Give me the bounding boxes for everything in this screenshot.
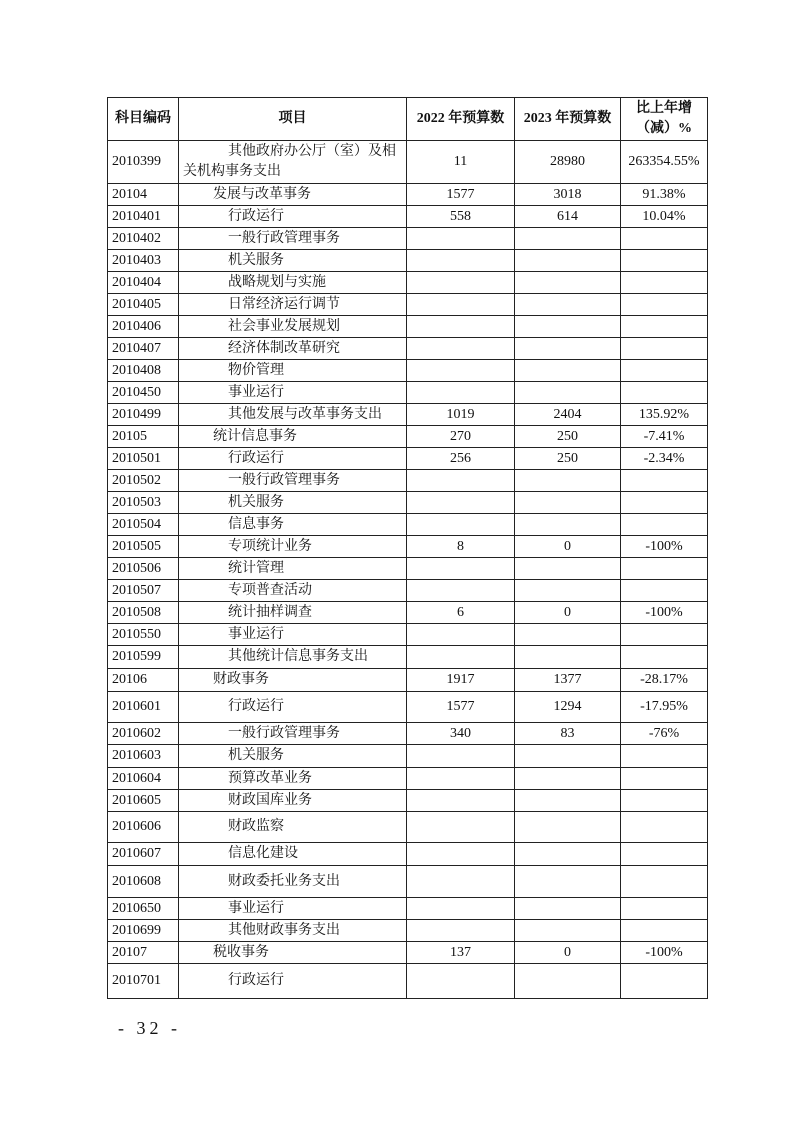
row-item: 信息事务 <box>179 514 407 536</box>
table-row <box>108 580 708 602</box>
row-2023 <box>515 382 621 404</box>
row-item: 税收事务 <box>179 942 407 964</box>
row-2022 <box>407 558 515 580</box>
row-2023: 0 <box>515 942 621 964</box>
row-2023 <box>515 250 621 272</box>
row-code: 2010499 <box>108 404 179 426</box>
table-row <box>108 404 708 426</box>
row-2022: 1577 <box>407 184 515 206</box>
row-change <box>621 514 708 536</box>
table-row <box>108 692 708 723</box>
row-item: 其他政府办公厅（室）及相关机构事务支出 <box>179 141 407 184</box>
table-row <box>108 470 708 492</box>
row-2022 <box>407 294 515 316</box>
row-2023 <box>515 964 621 999</box>
row-item: 行政运行 <box>179 448 407 470</box>
row-code: 2010402 <box>108 228 179 250</box>
row-2023 <box>515 790 621 812</box>
table-row <box>108 558 708 580</box>
table-row <box>108 448 708 470</box>
row-2022 <box>407 514 515 536</box>
row-code: 2010503 <box>108 492 179 514</box>
row-2023 <box>515 624 621 646</box>
row-change <box>621 360 708 382</box>
row-change <box>621 964 708 999</box>
row-2022 <box>407 382 515 404</box>
row-2022 <box>407 338 515 360</box>
row-code: 2010401 <box>108 206 179 228</box>
row-change <box>621 580 708 602</box>
page-number: - 32 - <box>118 1018 181 1038</box>
row-code: 2010550 <box>108 624 179 646</box>
table-row <box>108 843 708 866</box>
row-change <box>621 812 708 843</box>
row-2022 <box>407 745 515 768</box>
row-item: 事业运行 <box>179 624 407 646</box>
row-2023 <box>515 843 621 866</box>
row-2022: 256 <box>407 448 515 470</box>
table-row <box>108 745 708 768</box>
row-code: 2010502 <box>108 470 179 492</box>
row-item: 社会事业发展规划 <box>179 316 407 338</box>
row-2023 <box>515 470 621 492</box>
row-item: 行政运行 <box>179 692 407 723</box>
row-2023: 3018 <box>515 184 621 206</box>
row-2022 <box>407 898 515 920</box>
row-code: 20105 <box>108 426 179 448</box>
row-item: 专项普查活动 <box>179 580 407 602</box>
row-change <box>621 843 708 866</box>
row-item: 日常经济运行调节 <box>179 294 407 316</box>
row-item: 财政国库业务 <box>179 790 407 812</box>
row-item: 一般行政管理事务 <box>179 470 407 492</box>
row-item: 发展与改革事务 <box>179 184 407 206</box>
table-row <box>108 141 708 184</box>
row-2023 <box>515 812 621 843</box>
row-item: 机关服务 <box>179 745 407 768</box>
row-item: 一般行政管理事务 <box>179 228 407 250</box>
row-2022 <box>407 492 515 514</box>
row-2022 <box>407 272 515 294</box>
header-2023: 2023 年预算数 <box>515 98 621 141</box>
table-row <box>108 536 708 558</box>
row-2023 <box>515 580 621 602</box>
row-change <box>621 745 708 768</box>
row-code: 2010450 <box>108 382 179 404</box>
row-2022: 6 <box>407 602 515 624</box>
row-2023: 0 <box>515 602 621 624</box>
row-item: 一般行政管理事务 <box>179 723 407 745</box>
row-item: 财政事务 <box>179 669 407 692</box>
row-2023 <box>515 360 621 382</box>
row-2023 <box>515 316 621 338</box>
row-code: 2010505 <box>108 536 179 558</box>
row-code: 2010399 <box>108 141 179 184</box>
row-change: -2.34% <box>621 448 708 470</box>
row-change: -76% <box>621 723 708 745</box>
row-2023: 1377 <box>515 669 621 692</box>
row-2023 <box>515 272 621 294</box>
row-2022 <box>407 843 515 866</box>
table-row <box>108 920 708 942</box>
row-item: 机关服务 <box>179 492 407 514</box>
row-change: -7.41% <box>621 426 708 448</box>
row-change: -100% <box>621 536 708 558</box>
row-change: -100% <box>621 602 708 624</box>
row-2023 <box>515 920 621 942</box>
header-change: 比上年增（减）% <box>621 98 708 141</box>
row-item: 行政运行 <box>179 964 407 999</box>
row-change <box>621 624 708 646</box>
row-change: 135.92% <box>621 404 708 426</box>
table-row <box>108 184 708 206</box>
row-change <box>621 294 708 316</box>
row-2023: 1294 <box>515 692 621 723</box>
row-code: 2010599 <box>108 646 179 669</box>
row-code: 2010603 <box>108 745 179 768</box>
row-change: 10.04% <box>621 206 708 228</box>
row-2022: 340 <box>407 723 515 745</box>
row-code: 20107 <box>108 942 179 964</box>
row-2022 <box>407 812 515 843</box>
row-2022 <box>407 470 515 492</box>
row-code: 2010602 <box>108 723 179 745</box>
row-item: 经济体制改革研究 <box>179 338 407 360</box>
table-row <box>108 942 708 964</box>
header-2022: 2022 年预算数 <box>407 98 515 141</box>
row-change <box>621 316 708 338</box>
table-row <box>108 492 708 514</box>
row-code: 2010405 <box>108 294 179 316</box>
row-2023 <box>515 745 621 768</box>
row-code: 2010650 <box>108 898 179 920</box>
row-code: 2010408 <box>108 360 179 382</box>
row-2022: 1019 <box>407 404 515 426</box>
row-2022: 1577 <box>407 692 515 723</box>
row-2022: 270 <box>407 426 515 448</box>
row-change: -28.17% <box>621 669 708 692</box>
row-item: 机关服务 <box>179 250 407 272</box>
row-2023 <box>515 866 621 898</box>
row-item: 专项统计业务 <box>179 536 407 558</box>
table-row <box>108 898 708 920</box>
row-2023: 83 <box>515 723 621 745</box>
row-2022: 11 <box>407 141 515 184</box>
row-change <box>621 790 708 812</box>
table-row <box>108 624 708 646</box>
row-code: 2010506 <box>108 558 179 580</box>
row-code: 20106 <box>108 669 179 692</box>
row-2023 <box>515 898 621 920</box>
table-row <box>108 316 708 338</box>
row-code: 2010608 <box>108 866 179 898</box>
row-change: 263354.55% <box>621 141 708 184</box>
row-2023 <box>515 558 621 580</box>
row-item: 财政委托业务支出 <box>179 866 407 898</box>
row-2022 <box>407 360 515 382</box>
table-row <box>108 426 708 448</box>
row-2023: 28980 <box>515 141 621 184</box>
row-code: 2010403 <box>108 250 179 272</box>
row-change <box>621 470 708 492</box>
row-2022: 558 <box>407 206 515 228</box>
row-2022 <box>407 646 515 669</box>
row-item: 其他发展与改革事务支出 <box>179 404 407 426</box>
row-code: 2010404 <box>108 272 179 294</box>
row-2022 <box>407 866 515 898</box>
row-item: 物价管理 <box>179 360 407 382</box>
table-row <box>108 206 708 228</box>
header-item: 项目 <box>179 98 407 141</box>
row-change <box>621 866 708 898</box>
row-change: -17.95% <box>621 692 708 723</box>
row-item: 事业运行 <box>179 382 407 404</box>
table-row <box>108 382 708 404</box>
row-2023 <box>515 228 621 250</box>
row-2023 <box>515 514 621 536</box>
row-change <box>621 920 708 942</box>
row-code: 2010508 <box>108 602 179 624</box>
row-2023 <box>515 768 621 790</box>
row-code: 2010699 <box>108 920 179 942</box>
row-2023: 250 <box>515 426 621 448</box>
row-code: 2010607 <box>108 843 179 866</box>
row-2023 <box>515 646 621 669</box>
row-code: 2010507 <box>108 580 179 602</box>
table-row <box>108 602 708 624</box>
row-code: 2010504 <box>108 514 179 536</box>
row-item: 战略规划与实施 <box>179 272 407 294</box>
row-change <box>621 338 708 360</box>
table-row <box>108 338 708 360</box>
row-item: 其他财政事务支出 <box>179 920 407 942</box>
row-2022 <box>407 316 515 338</box>
row-2022 <box>407 228 515 250</box>
row-item: 预算改革业务 <box>179 768 407 790</box>
row-item: 统计信息事务 <box>179 426 407 448</box>
table-row <box>108 646 708 669</box>
row-change: 91.38% <box>621 184 708 206</box>
row-2022: 8 <box>407 536 515 558</box>
row-code: 2010606 <box>108 812 179 843</box>
row-item: 统计抽样调查 <box>179 602 407 624</box>
row-item: 统计管理 <box>179 558 407 580</box>
row-code: 2010605 <box>108 790 179 812</box>
table-row <box>108 866 708 898</box>
table-row <box>108 250 708 272</box>
row-change <box>621 250 708 272</box>
row-change: -100% <box>621 942 708 964</box>
table-row <box>108 768 708 790</box>
row-2022 <box>407 624 515 646</box>
row-2023: 250 <box>515 448 621 470</box>
table-row <box>108 669 708 692</box>
row-2022 <box>407 790 515 812</box>
row-change <box>621 228 708 250</box>
row-2022 <box>407 964 515 999</box>
row-2023 <box>515 338 621 360</box>
row-2023 <box>515 492 621 514</box>
row-code: 2010601 <box>108 692 179 723</box>
row-item: 行政运行 <box>179 206 407 228</box>
row-code: 20104 <box>108 184 179 206</box>
row-code: 2010701 <box>108 964 179 999</box>
budget-table <box>107 97 708 999</box>
row-code: 2010604 <box>108 768 179 790</box>
table-row <box>108 272 708 294</box>
table-row <box>108 514 708 536</box>
row-code: 2010406 <box>108 316 179 338</box>
table-row <box>108 812 708 843</box>
table-header-row <box>108 98 708 141</box>
header-code: 科目编码 <box>108 98 179 141</box>
table-row <box>108 723 708 745</box>
row-2023: 2404 <box>515 404 621 426</box>
row-change <box>621 558 708 580</box>
table-row <box>108 790 708 812</box>
row-code: 2010407 <box>108 338 179 360</box>
row-change <box>621 646 708 669</box>
row-2022 <box>407 580 515 602</box>
row-item: 事业运行 <box>179 898 407 920</box>
table-row <box>108 228 708 250</box>
row-change <box>621 382 708 404</box>
row-item: 财政监察 <box>179 812 407 843</box>
row-2022 <box>407 250 515 272</box>
row-item: 信息化建设 <box>179 843 407 866</box>
row-2022 <box>407 768 515 790</box>
table-row <box>108 294 708 316</box>
row-change <box>621 492 708 514</box>
table-row <box>108 964 708 999</box>
row-2023 <box>515 294 621 316</box>
row-2023: 614 <box>515 206 621 228</box>
row-item: 其他统计信息事务支出 <box>179 646 407 669</box>
row-2023: 0 <box>515 536 621 558</box>
row-code: 2010501 <box>108 448 179 470</box>
row-2022: 1917 <box>407 669 515 692</box>
row-2022 <box>407 920 515 942</box>
row-2022: 137 <box>407 942 515 964</box>
table-row <box>108 360 708 382</box>
row-change <box>621 272 708 294</box>
row-change <box>621 898 708 920</box>
row-change <box>621 768 708 790</box>
